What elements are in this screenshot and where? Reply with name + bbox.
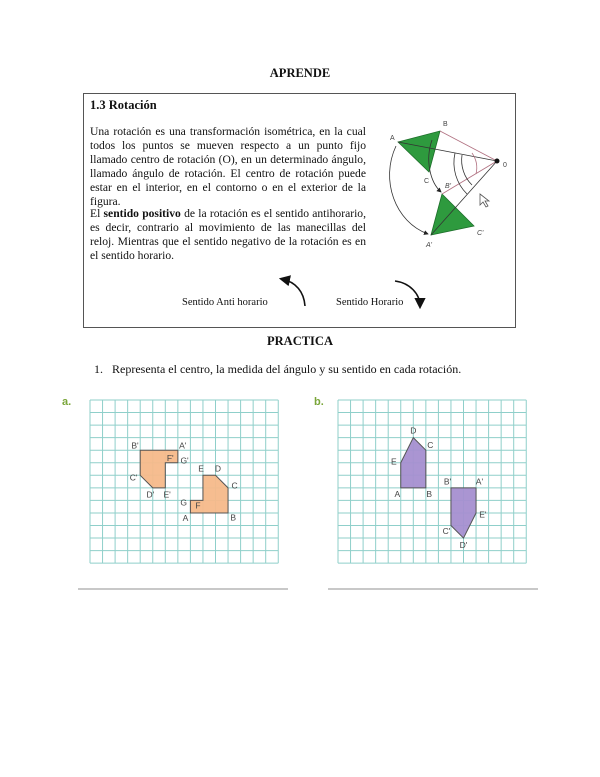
section-title-practica: PRACTICA <box>267 334 333 348</box>
label-c: C <box>424 178 430 185</box>
label-o: 0 <box>503 162 507 169</box>
text-segment: de la rotación es el sentido antihorario, es decir, contrario al movimiento de las manecillas del reloj. Mientras que el sentido negativo de la rotación es en el sentido horario. <box>90 207 366 262</box>
exercise-instruction <box>94 362 461 377</box>
answer-line-b <box>328 588 538 590</box>
theory-title: 1.3 Rotación <box>90 98 157 112</box>
label-c-prime: C' <box>477 230 484 237</box>
vertex-label: D <box>410 425 417 436</box>
vertex-label: E <box>198 463 204 474</box>
grid-exercise-a <box>88 398 284 568</box>
exercise-label-b: b. <box>314 396 324 408</box>
vertex-label: C' <box>442 525 451 536</box>
instruction-number: 1. <box>94 362 103 376</box>
counterclockwise-label: Sentido Anti horario <box>182 297 268 308</box>
label-a: A <box>390 135 395 142</box>
angle-arc-outer <box>454 153 467 194</box>
angle-arc-middle <box>462 155 472 185</box>
vertex-label: G <box>180 497 188 508</box>
label-b-prime: B' <box>445 183 452 190</box>
segment-b-o <box>440 131 497 161</box>
vertex-label: B <box>426 488 433 499</box>
counterclockwise-arrow-icon <box>282 279 305 306</box>
label-a-prime: A' <box>426 242 433 249</box>
bold-term: sentido positivo <box>103 207 181 220</box>
vertex-label: D' <box>146 489 155 500</box>
vertex-label: E' <box>479 509 487 520</box>
clockwise-label: Sentido Horario <box>336 297 404 308</box>
vertex-label: F' <box>166 452 174 463</box>
mouse-cursor-icon <box>480 194 489 207</box>
vertex-label: B' <box>443 476 452 487</box>
triangle-abc <box>398 131 440 172</box>
polygon-original <box>401 438 426 488</box>
vertex-label: B' <box>131 440 139 451</box>
vertex-label: C' <box>129 472 138 483</box>
vertex-label: A' <box>475 476 484 487</box>
vertex-label: C <box>427 439 434 450</box>
exercise-label-a: a. <box>62 396 72 408</box>
answer-line-a <box>78 588 288 590</box>
label-b: B <box>443 121 448 128</box>
grid-exercise-b <box>336 398 532 568</box>
clockwise-arrow-icon <box>395 281 420 306</box>
vertex-label: A <box>182 512 189 523</box>
polygon-rotated <box>451 488 476 538</box>
vertex-label: D' <box>459 540 468 551</box>
theory-paragraph-definition: Una rotación es una transformación isométrica, en la cual todos los puntos se mueven respecto a un punto fijo llamado centro de rotación (O), en un determinado ángulo, llamado ángulo de rotación. El centro de rotación puede estar en el interior, en el contorno o en el exterior de la figura. <box>90 125 366 208</box>
vertex-label: A <box>394 488 401 499</box>
vertex-label: B <box>230 512 237 523</box>
triangle-abc-rotated <box>431 194 474 235</box>
vertex-label: A' <box>179 440 187 451</box>
vertex-label: E <box>391 456 397 467</box>
vertex-label: F <box>195 500 201 511</box>
center-point-o <box>495 159 500 164</box>
instruction-text: Representa el centro, la medida del ángulo y su sentido en cada rotación. <box>112 362 462 376</box>
vertex-label: C <box>231 480 238 491</box>
vertex-label: G' <box>180 455 189 466</box>
vertex-label: E' <box>163 489 171 500</box>
vertex-label: D <box>214 463 221 474</box>
text-segment: El <box>90 207 104 220</box>
section-title-aprende: APRENDE <box>269 66 331 80</box>
